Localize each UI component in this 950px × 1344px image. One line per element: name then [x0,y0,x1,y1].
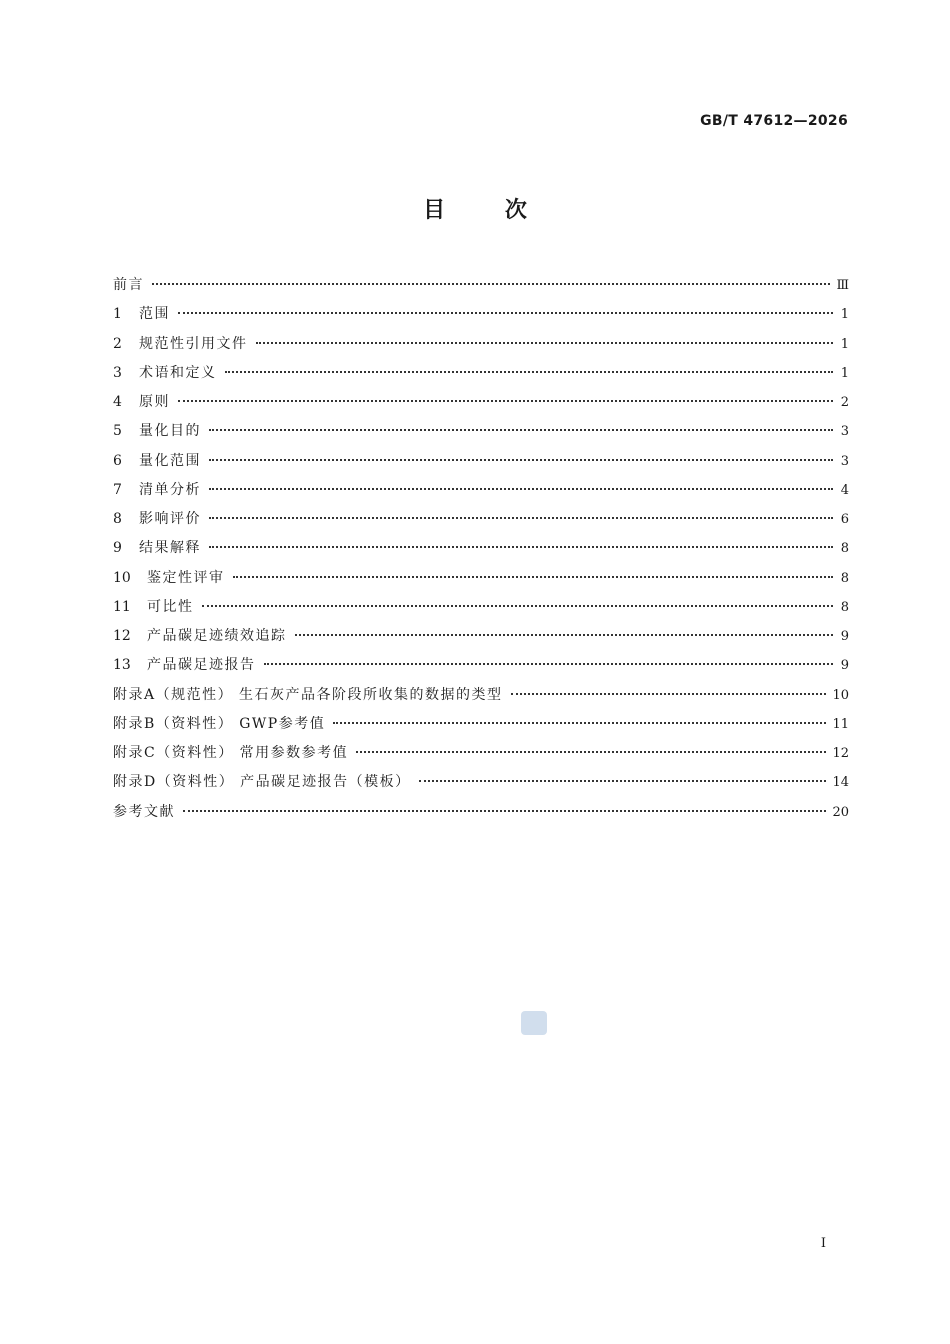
toc-entry-page: 3 [840,424,849,440]
toc-entry-label: 量化目的 [139,423,201,440]
toc-dot-leader [333,710,826,728]
toc-entry-number: 9 [113,540,122,557]
toc-dot-leader [209,447,833,465]
toc-dot-leader [209,476,833,494]
toc-entry-label: 产品碳足迹绩效追踪 [147,628,287,644]
toc-dot-leader [264,651,834,669]
toc-entry-page: 1 [840,307,849,323]
toc-entry-page: 6 [840,512,849,527]
toc-entry-label: 清单分析 [139,481,201,498]
toc-dot-leader [225,359,834,377]
page-title-char-2: 次 [504,198,527,223]
toc-entry-page: 2 [840,395,849,410]
toc-entry-12[interactable] [113,622,849,651]
toc-dot-leader [152,271,830,289]
toc-entry-3[interactable] [113,359,849,388]
toc-entry-5[interactable] [113,417,849,446]
toc-entry-page: 4 [840,482,849,498]
toc-entry-number: 6 [113,452,122,469]
toc-entry-page: 9 [840,658,849,674]
toc-entry-label: 附录C（资料性） 常用参数参考值 [113,745,349,761]
toc-entry-label: 附录D（资料性） 产品碳足迹报告（模板） [113,774,411,791]
toc-entry-page: 3 [840,453,849,469]
toc-dot-leader [178,388,833,406]
toc-entry-label: 影响评价 [139,511,201,527]
toc-entry-page: 8 [840,599,849,615]
toc-entry-page: 8 [840,541,849,557]
page-title [0,193,950,224]
toc-dot-leader [209,505,833,523]
toc-entry-label: 术语和定义 [139,364,217,381]
toc-entry-9[interactable] [113,534,849,563]
toc-entry-number: 10 [113,569,131,586]
toc-entry-label: 前言 [113,277,144,293]
toc-entry-number: 13 [113,657,131,674]
toc-entry-label: 附录A（规范性） 生石灰产品各阶段所收集的数据的类型 [113,686,503,703]
toc-entry-number: 4 [113,394,122,410]
toc-entry-page: 1 [840,365,849,381]
toc-entry-label: 参考文献 [113,803,175,820]
toc-entry-13[interactable] [113,651,849,680]
toc-entry-appendix-b[interactable] [113,710,849,739]
table-of-contents [113,271,849,827]
toc-dot-leader [295,622,834,640]
page-title-char-1: 目 [423,198,446,223]
toc-dot-leader [202,593,834,611]
toc-entry-1[interactable] [113,300,849,329]
toc-dot-leader [356,739,826,757]
toc-entry-appendix-d[interactable] [113,768,849,797]
toc-entry-label: 产品碳足迹报告 [147,657,256,674]
toc-entry-7[interactable] [113,476,849,505]
toc-entry-page: 20 [832,804,849,820]
toc-entry-label: 附录B（资料性） GWP参考值 [113,715,326,732]
toc-entry-label: 鉴定性评审 [147,569,225,586]
toc-dot-leader [183,798,826,816]
toc-entry-page: 14 [832,775,849,791]
toc-entry-label: 原则 [139,394,170,410]
toc-entry-number: 3 [113,364,122,381]
toc-entry-10[interactable] [113,564,849,593]
toc-dot-leader [178,300,833,318]
toc-entry-page: 1 [840,336,849,352]
toc-entry-number: 8 [113,511,122,527]
toc-entry-4[interactable] [113,388,849,417]
toc-entry-8[interactable] [113,505,849,534]
toc-entry-label: 规范性引用文件 [139,335,248,352]
standard-code: GB/T 47612—2026 [700,113,848,129]
toc-entry-foreword[interactable] [113,271,849,300]
toc-entry-label: 量化范围 [139,452,201,469]
watermark-logo-icon [521,1011,547,1035]
toc-entry-page: 12 [832,746,849,761]
toc-entry-6[interactable] [113,447,849,476]
toc-entry-number: 12 [113,628,131,644]
toc-entry-11[interactable] [113,593,849,622]
toc-dot-leader [233,564,834,582]
toc-entry-page: 11 [832,716,849,732]
toc-entry-label: 范围 [139,306,170,323]
toc-entry-appendix-c[interactable] [113,739,849,768]
toc-dot-leader [256,330,834,348]
toc-entry-page: Ⅲ [836,278,849,293]
toc-dot-leader [511,681,827,699]
toc-entry-number: 11 [113,598,131,615]
toc-entry-page: 10 [832,687,849,703]
toc-entry-label: 结果解释 [139,540,201,557]
toc-dot-leader [419,768,827,786]
toc-dot-leader [209,417,833,435]
toc-entry-number: 7 [113,481,122,498]
toc-entry-bibliography[interactable] [113,798,849,827]
toc-entry-2[interactable] [113,330,849,359]
toc-entry-number: 5 [113,423,122,440]
toc-entry-page: 8 [840,570,849,586]
toc-entry-page: 9 [840,629,849,644]
toc-entry-appendix-a[interactable] [113,681,849,710]
toc-entry-number: 1 [113,306,122,323]
toc-dot-leader [209,534,833,552]
toc-entry-label: 可比性 [147,598,194,615]
toc-entry-number: 2 [113,335,122,352]
page-number: Ⅰ [820,1236,826,1251]
